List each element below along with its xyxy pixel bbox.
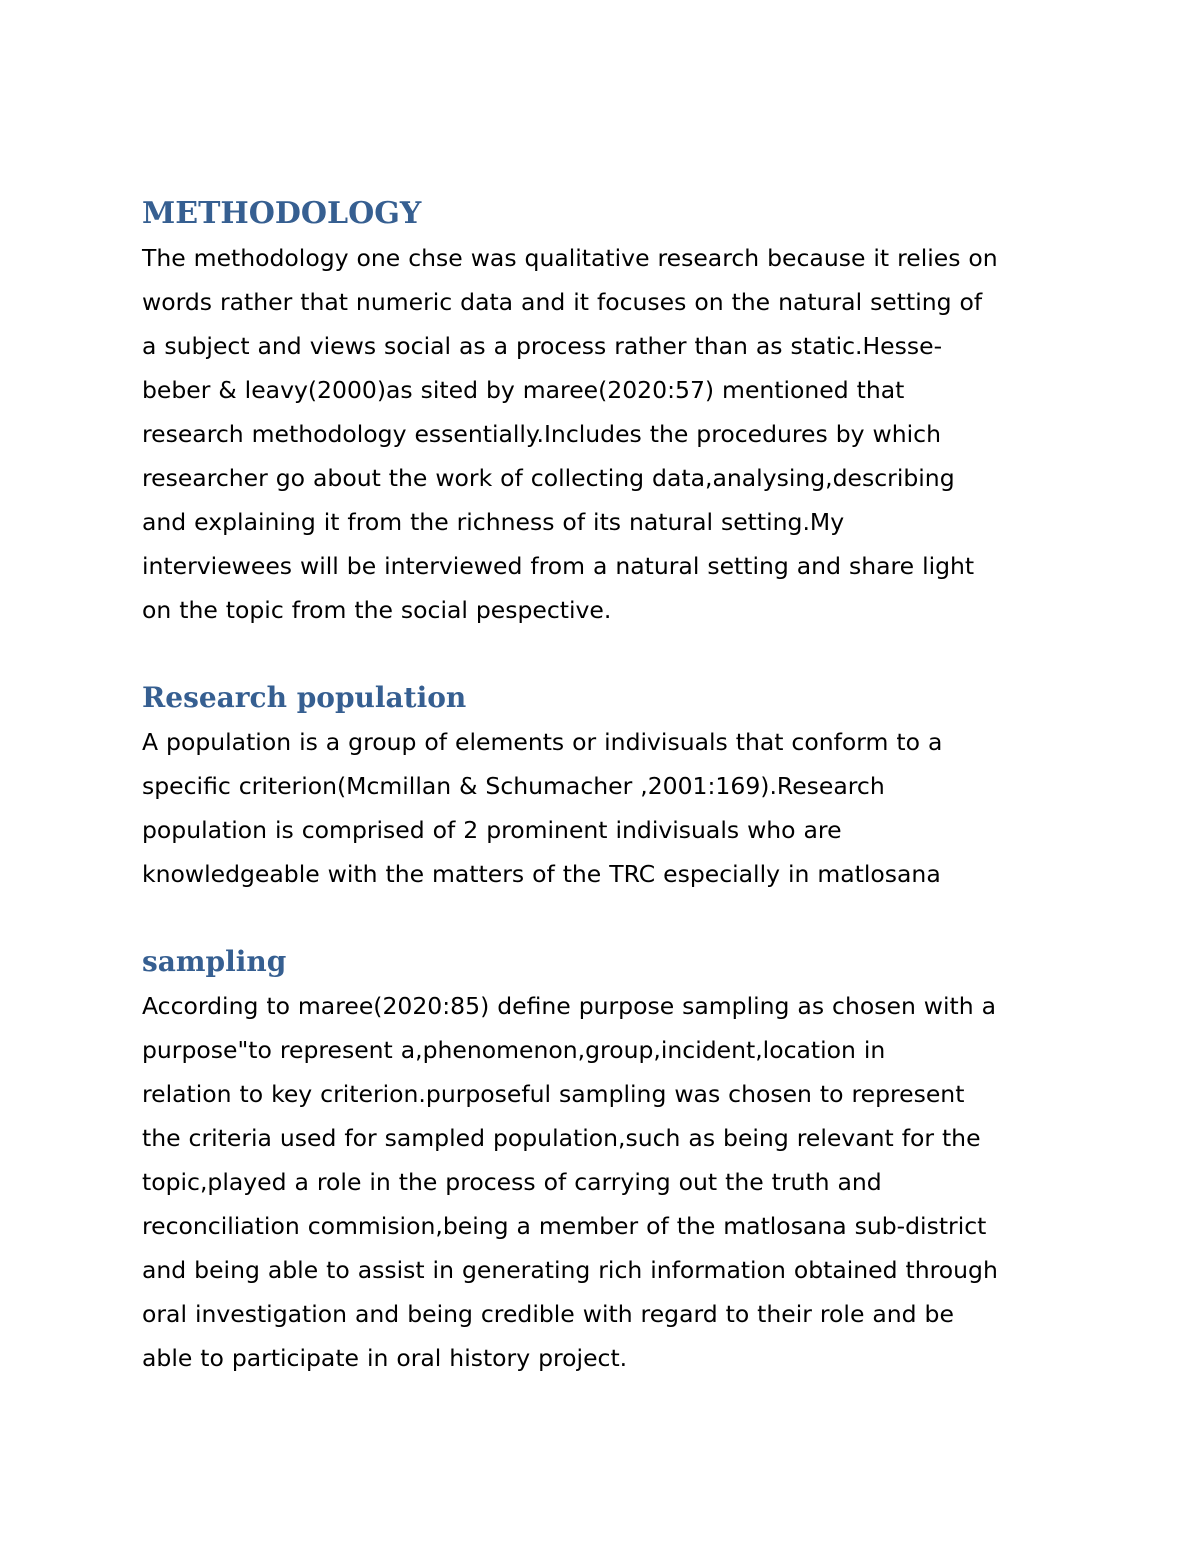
body-line: purpose"to represent a,phenomenon,group,incident,location in [142, 1036, 886, 1064]
body-line: interviewees will be interviewed from a natural setting and share light [142, 552, 975, 580]
body-line: oral investigation and being credible with regard to their role and be [142, 1300, 954, 1328]
body-line: A population is a group of elements or indivisuals that conform to a [142, 728, 943, 756]
paragraph-spacer [142, 632, 1072, 676]
body-line: the criteria used for sampled population,such as being relevant for the [142, 1124, 981, 1152]
body-line: a subject and views social as a process rather than as static.Hesse- [142, 332, 943, 360]
section-heading-research-population: Research population [142, 681, 467, 714]
section-heading-methodology: METHODOLOGY [142, 196, 422, 231]
paragraph-spacer [142, 896, 1072, 940]
body-line: knowledgeable with the matters of the TRC especially in matlosana [142, 860, 941, 888]
section-sampling [142, 940, 1072, 1380]
body-line: topic,played a role in the process of carrying out the truth and [142, 1168, 882, 1196]
body-line: and explaining it from the richness of its natural setting.My [142, 508, 845, 536]
section-body-research-population [142, 720, 1072, 896]
section-body-methodology [142, 236, 1072, 632]
body-line: reconciliation commision,being a member of the matlosana sub-district [142, 1212, 987, 1240]
body-line: able to participate in oral history project. [142, 1344, 628, 1372]
body-line: on the topic from the social pespective. [142, 596, 612, 624]
body-line: and being able to assist in generating rich information obtained through [142, 1256, 998, 1284]
body-line: relation to key criterion.purposeful sampling was chosen to represent [142, 1080, 965, 1108]
body-line: According to maree(2020:85) define purpose sampling as chosen with a [142, 992, 997, 1020]
body-line: words rather that numeric data and it focuses on the natural setting of [142, 288, 983, 316]
section-research-population [142, 676, 1072, 896]
body-line: specific criterion(Mcmillan & Schumacher ,2001:169).Research [142, 772, 885, 800]
document-content [142, 192, 1072, 1380]
body-line: population is comprised of 2 prominent indivisuals who are [142, 816, 842, 844]
section-heading-sampling: sampling [142, 945, 287, 978]
body-line: research methodology essentially.Includes the procedures by which [142, 420, 941, 448]
body-line: researcher go about the work of collecting data,analysing,describing [142, 464, 955, 492]
section-body-sampling [142, 984, 1072, 1380]
body-line: The methodology one chse was qualitative research because it relies on [142, 244, 998, 272]
body-line: beber & leavy(2000)as sited by maree(2020:57) mentioned that [142, 376, 905, 404]
section-methodology [142, 192, 1072, 632]
